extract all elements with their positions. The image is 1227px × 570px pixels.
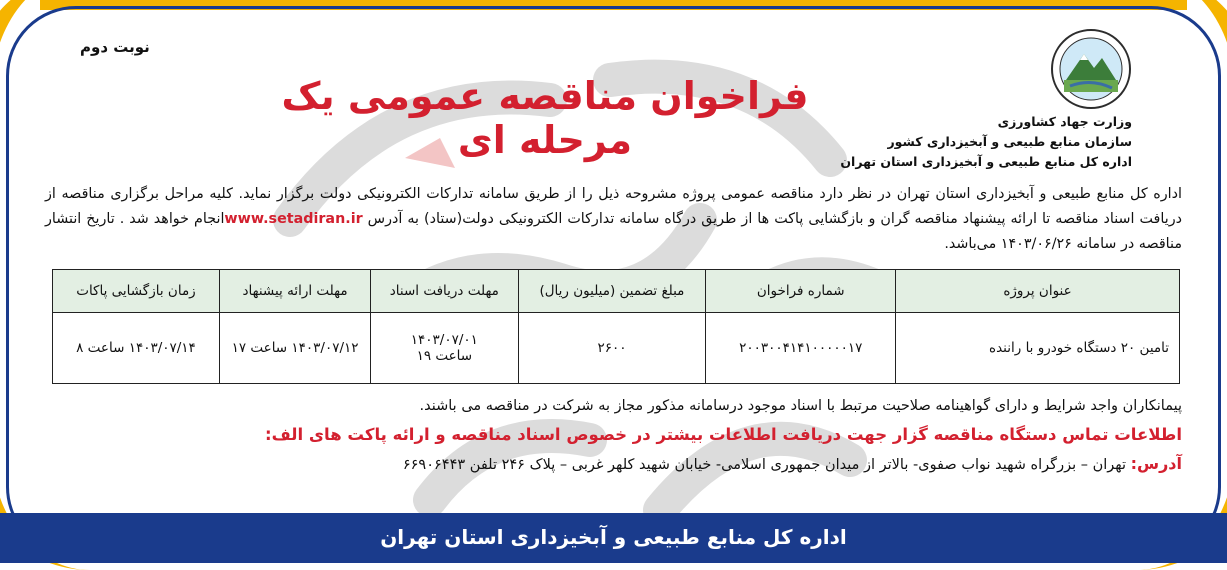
address-label: آدرس: [1130, 454, 1182, 473]
cell-guarantee: ۲۶۰۰ [518, 313, 706, 384]
org-department: اداره کل منابع طبیعی و آبخیزداری استان تهران [840, 154, 1132, 169]
round-label: نوبت دوم [80, 38, 150, 56]
contact-heading: اطلاعات تماس دستگاه مناقصه گزار جهت دریافت اطلاعات بیشتر در خصوص اسناد مناقصه و ارائه پاکت های الف: [265, 425, 1182, 444]
header-docs-deadline: مهلت دریافت اسناد [371, 270, 518, 313]
footer-title: اداره کل منابع طبیعی و آبخیزداری استان تهران [380, 525, 847, 549]
ministry-logo-icon [1050, 28, 1132, 110]
cell-project-title: تامین ۲۰ دستگاه خودرو با راننده [896, 313, 1180, 384]
intro-text-part2: انجام خواهد شد . تاریخ انتشار مناقصه در سامانه ۱۴۰۳/۰۶/۲۶ می‌باشد. [45, 211, 1182, 252]
header-opening-time: زمان بازگشایی پاکات [53, 270, 220, 313]
org-organization: سازمان منابع طبیعی و آبخیزداری کشور [887, 134, 1132, 149]
header-guarantee: مبلغ تضمین (میلیون ریال) [518, 270, 706, 313]
cell-docs-deadline [371, 313, 518, 384]
intro-text-part1: اداره کل منابع طبیعی و آبخیزداری استان تهران در نظر دارد مناقصه عمومی پروژه‌ مشروحه ذیل را از طریق سامانه تدارکات الکترونیکی دولت برگزار نماید. کلیه مراحل برگزاری مناقصه از دریافت اسناد مناقصه تا ارائه پیشنهاد مناقصه گران و بازگشایی پاکت ها از طریق درگاه سامانه تدارکات الکترونیکی دولت(ستاد) به آدرس [45, 186, 1182, 227]
cell-offer-deadline: ۱۴۰۳/۰۷/۱۲ ساعت ۱۷ [219, 313, 370, 384]
address-line [45, 454, 1182, 473]
tender-table [52, 269, 1180, 384]
table-row [53, 313, 1180, 384]
website-link[interactable]: www.setadiran.ir [224, 211, 363, 227]
docs-deadline-date: ۱۴۰۳/۰۷/۰۱ [410, 332, 478, 348]
address-text: تهران – بزرگراه شهید نواب صفوی- بالاتر از میدان جمهوری اسلامی- خیابان شهید کلهر غربی – پلاک ۲۴۶ تلفن ۶۶۹۰۶۴۴۳ [402, 457, 1126, 473]
page-title: فراخوان مناقصه عمومی یک مرحله ای [281, 74, 809, 162]
intro-paragraph [45, 182, 1182, 257]
header-offer-deadline: مهلت ارائه پیشنهاد [219, 270, 370, 313]
eligibility-note: پیمانکاران واجد شرایط و دارای گواهینامه صلاحیت مرتبط با اسناد موجود درسامانه مذکور مجاز به شرکت در مناقصه می باشند. [419, 398, 1182, 414]
docs-deadline-time: ساعت ۱۹ [416, 348, 473, 364]
header-project-title: عنوان پروژه [896, 270, 1180, 313]
organization-info [840, 112, 1132, 172]
org-ministry: وزارت جهاد کشاورزی [997, 114, 1132, 129]
cell-opening-time: ۱۴۰۳/۰۷/۱۴ ساعت ۸ [53, 313, 220, 384]
table-header-row [53, 270, 1180, 313]
header-call-number: شماره فراخوان [706, 270, 896, 313]
frame-top-border [40, 0, 1187, 10]
cell-call-number: ۲۰۰۳۰۰۴۱۴۱۰۰۰۰۰۱۷ [706, 313, 896, 384]
